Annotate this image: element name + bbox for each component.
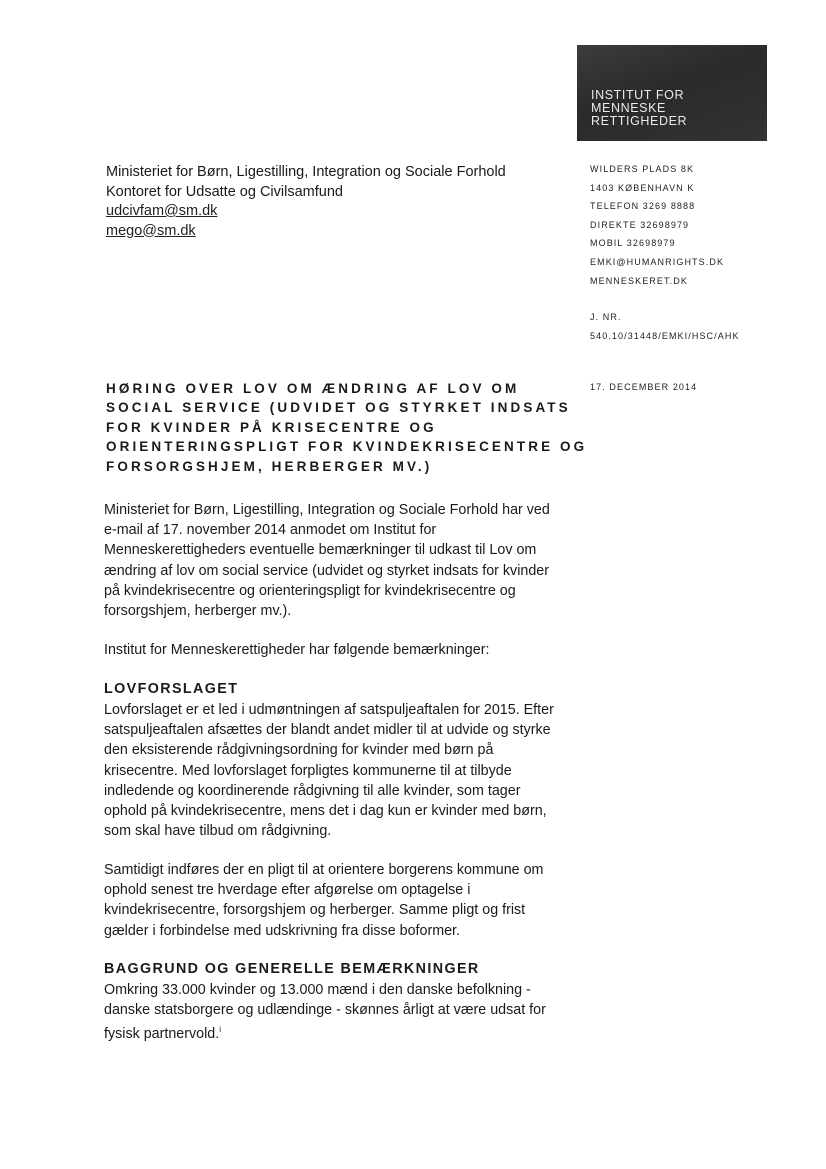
- text-line: Lovforslaget er et led i udmøntningen af satspuljeaftalen for 2015. Efter: [104, 702, 554, 718]
- paragraph-lovforslaget: [104, 700, 579, 841]
- text-line: på kvindekrisecentre og orienteringspligt for kvindekrisecentre og: [104, 582, 516, 599]
- text-line: gælder i forbindelse med udskrivning fra disse boformer.: [104, 922, 461, 939]
- text-line: forsorgshjem, herberger mv.).: [104, 603, 292, 620]
- contact-direct: DIREKTE 32698979: [590, 219, 690, 230]
- heading-baggrund: BAGGRUND OG GENERELLE BEMÆRKNINGER: [104, 961, 480, 977]
- logo-text: [591, 89, 687, 128]
- contact-email: EMKI@HUMANRIGHTS.DK: [590, 256, 725, 267]
- text-line: indledende og koordinerende rådgivning til alle kvinder, som tager: [104, 782, 521, 799]
- title-line: HØRING OVER LOV OM ÆNDRING AF LOV OM: [106, 381, 520, 396]
- document-title: [106, 379, 588, 476]
- addressee-email-link[interactable]: udcivfam@sm.dk: [106, 203, 218, 219]
- text-line: danske statsborgere og udlændinge - skønnes årligt at være udsat for: [104, 1002, 546, 1019]
- letter-date: 17. DECEMBER 2014: [590, 382, 698, 392]
- title-line: SOCIAL SERVICE (UDVIDET OG STYRKET INDSATS: [106, 400, 571, 416]
- heading-lovforslaget: LOVFORSLAGET: [104, 681, 239, 697]
- paragraph-orientation: [104, 860, 579, 941]
- contact-sidebar: [590, 164, 740, 350]
- footnote-marker[interactable]: i: [219, 1025, 221, 1035]
- addressee-block: [106, 163, 506, 241]
- contact-phone: TELEFON 3269 8888: [590, 201, 696, 212]
- logo-line: MENNESKE: [591, 101, 666, 115]
- title-line: FOR KVINDER PÅ KRISECENTRE OG: [106, 419, 437, 435]
- title-line: ORIENTERINGSPLIGT FOR KVINDEKRISECENTRE OG: [106, 439, 588, 455]
- text-line: ændring af lov om social service (udvidet og styrket indsats for kvinder: [104, 562, 549, 579]
- journal-number: [590, 312, 740, 350]
- contact-mobile: MOBIL 32698979: [590, 238, 676, 249]
- text-line: e-mail af 17. november 2014 anmodet om Institut for: [104, 522, 437, 539]
- text-line: kvindekrisecentre, forsorgshjem og herberger. Samme pligt og frist: [104, 902, 526, 919]
- journal-number-value: 540.10/31448/EMKI/HSC/AHK: [590, 331, 740, 342]
- contact-city: 1403 KØBENHAVN K: [590, 182, 695, 193]
- text-line: ophold senest tre hverdage efter afgørelse om optagelse i: [104, 882, 471, 899]
- logo-line: INSTITUT FOR: [591, 88, 685, 102]
- paragraph-intro: [104, 500, 579, 621]
- text-line: satspuljeaftalen afsættes der blandt andet midler til at udvide og styrke: [104, 722, 551, 739]
- title-line: FORSORGSHJEM, HERBERGER MV.): [106, 458, 433, 474]
- text-line: som skal have tilbud om rådgivning.: [104, 823, 332, 840]
- text-line: Samtidigt indføres der en pligt til at orientere borgerens kommune om: [104, 862, 544, 878]
- contact-web: MENNESKERET.DK: [590, 275, 688, 286]
- paragraph-baggrund: [104, 980, 579, 1045]
- text-line: den eksisterende rådgivningsordning for kvinder med børn på: [104, 742, 494, 759]
- addressee-email-link[interactable]: mego@sm.dk: [106, 222, 196, 239]
- logo-line: RETTIGHEDER: [591, 114, 688, 128]
- addressee-ministry: Ministeriet for Børn, Ligestilling, Integration og Sociale Forhold: [106, 164, 506, 180]
- text-line: ophold på kvindekrisecentre, mens det i dag kun er kvinder med børn,: [104, 803, 547, 820]
- text-line: Institut for Menneskerettigheder har følgende bemærkninger:: [104, 642, 490, 658]
- journal-number-label: J. NR.: [590, 312, 622, 323]
- contact-address: WILDERS PLADS 8K: [590, 164, 695, 174]
- addressee-office: Kontoret for Udsatte og Civilsamfund: [106, 183, 343, 200]
- text-line: Menneskerettigheders eventuelle bemærkninger til udkast til Lov om: [104, 542, 537, 559]
- text-line: Omkring 33.000 kvinder og 13.000 mænd i den danske befolkning -: [104, 982, 531, 998]
- institute-logo: [577, 45, 767, 141]
- paragraph-remarks: [104, 640, 579, 660]
- text-line: Ministeriet for Børn, Ligestilling, Integration og Sociale Forhold har ved: [104, 502, 550, 518]
- text-line: krisecentre. Med lovforslaget forpligtes kommunerne til at tilbyde: [104, 762, 512, 779]
- text-line: fysisk partnervold.: [104, 1026, 220, 1043]
